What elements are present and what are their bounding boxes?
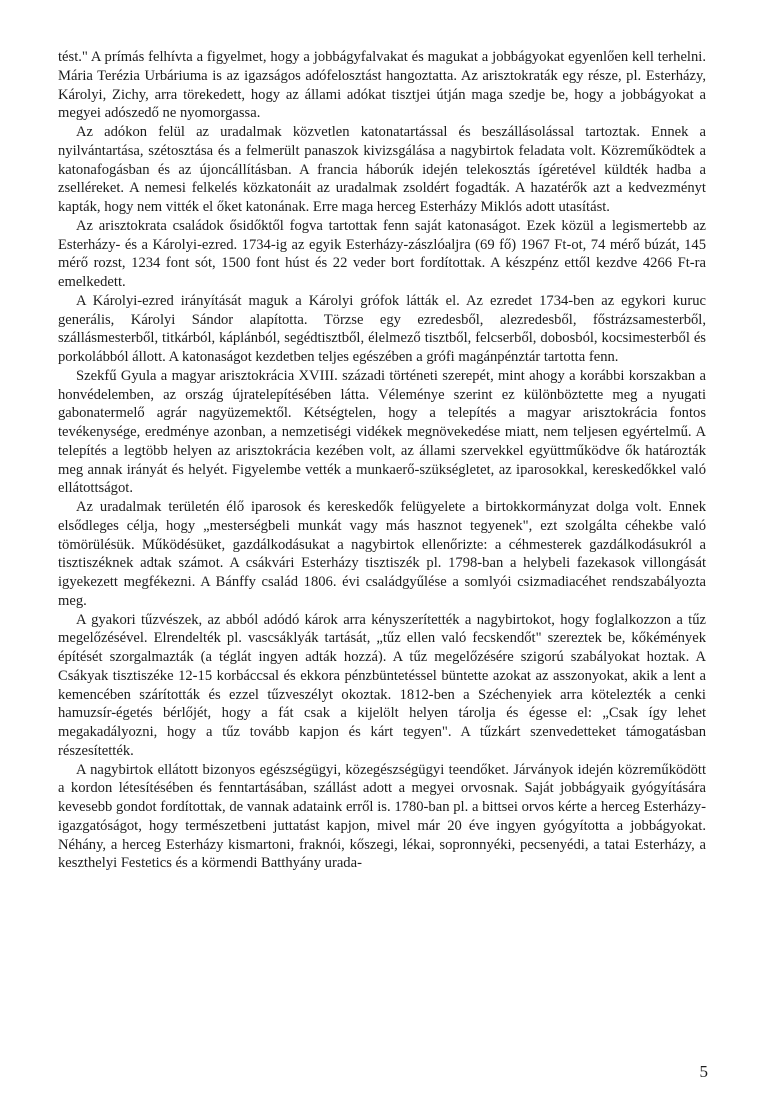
- page-body: [58, 48, 706, 873]
- paragraph: tést." A prímás felhívta a figyelmet, hogy a jobbágyfalvakat és magukat a jobbágyokat egyenlően kell terhelni. Mária Terézia Urbáriuma is az igazságos adófelosztást hangoztatta. Az arisztokraták egy része, pl. Esterházy, Károlyi, Zichy, arra törekedett, hogy az állami adókat tisztjei útján maga szedje be, hogy a jobbágyokat a megyei adószedő ne nyomorgassa.: [58, 49, 706, 122]
- paragraph: A Károlyi-ezred irányítását maguk a Károlyi grófok látták el. Az ezredet 1734-ben az egykori kuruc generális, Károlyi Sándor alapította. Törzse egy ezredesből, alezredesből, főstrázsamesterből, szállásmesterből, titkárból, káplánból, segédtisztből, élelmező tisztből, felcserből, dobosból, kocsimesterből és porkolábból állott. A katonaságot kezdetben teljes egészében a grófi magánpénztár tartotta fenn.: [58, 292, 706, 365]
- paragraph: Az uradalmak területén élő iparosok és kereskedők felügyelete a birtokkormányzat dolga volt. Ennek elsődleges célja, hogy „mesterségbeli munkát vagy más hasznot tegyenek", ezt szolgálta céhekbe való tömörülésük. Működésüket, gazdálkodásukat a nagybirtok ellenőrizte: a céhmesterek gazdálkodásukról a tisztiszéknek adtak számot. A csákvári Esterházy tisztiszék pl. 1798-ban a helybeli fazekasok villongását igyekezett megfékezni. A Bánffy család 1806. évi családgyűlése a somlyói csizmadiacéhet rendszabályozta meg.: [58, 499, 706, 609]
- page-number: 5: [699, 1062, 708, 1081]
- paragraph: A nagybirtok ellátott bizonyos egészségügyi, közegészségügyi teendőket. Járványok idején közreműködött a kordon létesítésében és fenntartásában, szállást adott a megyei orvosnak. Saját jobbágyaik gyógyítására kevesebb gondot fordítottak, de vannak adataink erről is. 1780-ban pl. a bittsei orvos kérte a herceg Esterházy-igazgatóságot, hogy természetbeni juttatást kapjon, mivel már 20 éve ingyen gyógyította a jobbágyokat. Néhány, a herceg Esterházy kismartoni, fraknói, kőszegi, lékai, sopronnyéki, pecsenyédi, a tatai Esterházy, a keszthelyi Festetics és a körmendi Batthyány urada-: [58, 761, 706, 872]
- paragraph: A gyakori tűzvészek, az abból adódó károk arra kényszerítették a nagybirtokot, hogy foglalkozzon a tűz megelőzésével. Elrendelték pl. vascsáklyák tartását, „tűz ellen való fecskendőt" szereztek be, kőkémények építését szorgalmazták (a téglát ingyen adták hozzá). A tűz megelőzésére szigorú szabályokat hoztak. A Csákyak tisztiszéke 12-15 korbáccsal és ekkora pénzbüntetéssel büntette azokat az asszonyokat, akik a lent a kemencében szárították és ezzel tűzveszélyt okoztak. 1812-ben a Széchenyiek arra kötelezték a cenki hamuzsír-égetés bérlőjét, hogy a fát csak a kijelölt helyen tárolja és égesse el: „Csak így lehet megakadályozni, hogy a tűz tovább kapjon és kárt tegyen". A tűzkárt szenvedetteket támogatásban részesítették.: [58, 611, 706, 759]
- paragraph: Az adókon felül az uradalmak közvetlen katonatartással és beszállásolással tartoztak. Ennek a nyilvántartása, szétosztása és a felmerült panaszok kivizsgálása a nagybirtok feladata volt. Közreműködtek a katonafogásban és az újoncállításban. A francia háborúk idején telekosztás ígéretével küldték hadba a zselléreket. A nemesi felkelés közkatonáit az uradalmak zsoldért fogadták. A hazatérők azt a kedvezményt kapták, hogy nem vitték el őket katonának. Erre maga herceg Esterházy Miklós adott utasítást.: [58, 124, 706, 215]
- paragraph: Az arisztokrata családok ősidőktől fogva tartottak fenn saját katonaságot. Ezek közül a legismertebb az Esterházy- és a Károlyi-ezred. 1734-ig az egyik Esterházy-zászlóaljra (69 fő) 1967 Ft-ot, 74 mérő búzát, 145 mérő rozst, 1234 font sót, 1500 font húst és 22 veder bort fordítottak. A készpénz ettől kezdve 4266 Ft-ra emelkedett.: [58, 217, 706, 290]
- paragraph: Szekfű Gyula a magyar arisztokrácia XVIII. századi történeti szerepét, mint ahogy a korábbi korszakban a honvédelemben, az ország újratelepítésében látta. Véleménye szerint ez különböztette meg a nyugati gabonatermelő agrár nagyüzemektől. Kétségtelen, hogy a telepítés a magyar arisztokrácia fontos tevékenysége, eredménye azonban, a nemzetiségi vidékek megnövekedése miatt, nem teljesen egyértelmű. A telepítés a legtöbb helyen az arisztokrácia kezében volt, az állami szervekkel együttműködve ők határozták meg annak irányát és helyét. Figyelembe vették a munkaerő-szükségletet, az iparosokkal, kereskedőkkel való ellátottságot.: [58, 367, 706, 497]
